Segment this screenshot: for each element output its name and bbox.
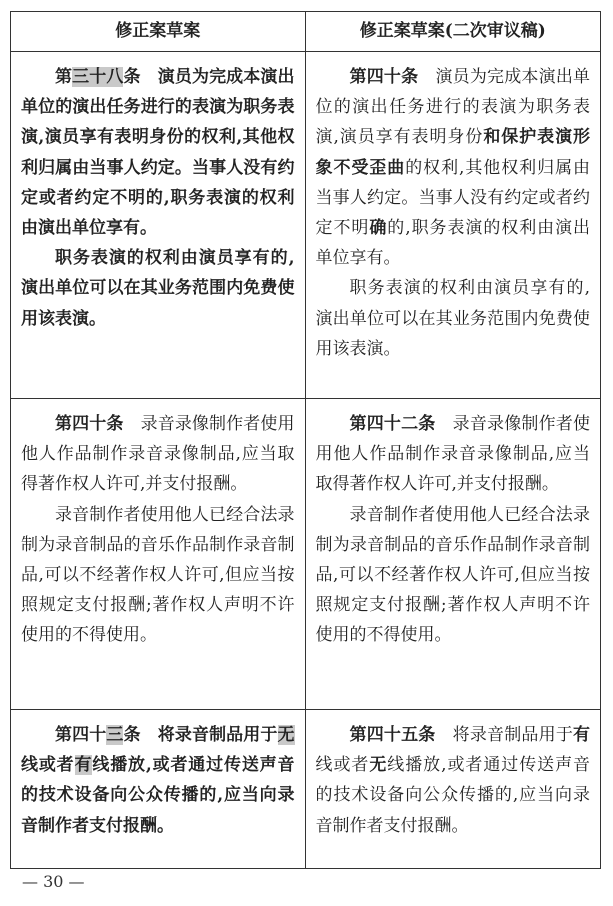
- paragraph: 第四十条 演员为完成本演出单位的演出任务进行的表演为职务表演,演员享有表明身份和保护表演形象不受歪曲的权利,其他权利归属由当事人约定。当事人没有约定或者约定不明确的,职务表演的权利由演出单位享有。: [315, 67, 591, 269]
- paragraph: 第四十五条 将录音制品用于有线或者无线播放,或者通过传送声音的技术设备向公众传播的,应当向录音制作者支付报酬。: [315, 725, 591, 836]
- highlight-changed: 三十八: [72, 67, 124, 87]
- article-number: 第四十三条: [55, 725, 141, 745]
- draft-article-40: [11, 399, 306, 709]
- paragraph: 录音制作者使用他人已经合法录制为录音制品的音乐作品制作录音制品,可以不经著作权人许可,但应当按照规定支付报酬;著作权人声明不许使用的不得使用。: [315, 504, 590, 646]
- article-number: 第三十八条: [55, 67, 141, 87]
- changed-text: 有: [573, 725, 591, 745]
- header-right: 修正案草案(二次审议稿): [359, 21, 546, 41]
- paragraph: 第四十三条 将录音制品用于无线或者有线播放,或者通过传送声音的技术设备向公众传播的,应当向录音制作者支付报酬。: [21, 725, 295, 836]
- table-row: [11, 710, 600, 868]
- header-left: 修正案草案: [11, 12, 306, 51]
- highlight-changed: 三: [106, 725, 124, 745]
- article-number: 第四十五条: [349, 725, 436, 745]
- paragraph: [21, 62, 295, 243]
- comparison-table: [10, 11, 601, 869]
- paragraph: 录音制作者使用他人已经合法录制为录音制品的音乐作品制作录音制品,可以不经著作权人许可,但应当按照规定支付报酬;著作权人声明不许使用的不得使用。: [21, 504, 295, 646]
- article-text: 演员为完成本演出单位的演出任务进行的表演为职务表演,演员享有表明身份的权利,其他权利归属由当事人约定。当事人没有约定或者约定不明的,职务表演的权利由演出单位享有。: [21, 67, 295, 239]
- table-row: [11, 399, 600, 710]
- revised-article-40: [306, 52, 601, 398]
- revised-article-42: [306, 399, 601, 709]
- article-number: 第四十条: [55, 414, 124, 434]
- paragraph: 第四十条 录音录像制作者使用他人作品制作录音录像制品,应当取得著作权人许可,并支付报酬。: [21, 414, 295, 495]
- paragraph: 第四十二条 录音录像制作者使用他人作品制作录音录像制品,应当取得著作权人许可,并支付报酬。: [315, 414, 591, 495]
- article-number: 第四十二条: [349, 414, 436, 434]
- paragraph: 职务表演的权利由演员享有的,演出单位可以在其业务范围内免费使用该表演。: [21, 248, 295, 329]
- draft-article-38: [11, 52, 306, 398]
- revised-article-45: [306, 710, 601, 868]
- changed-text: 无: [369, 755, 388, 776]
- page-number: — 30 —: [22, 872, 85, 891]
- highlight-changed: 无: [277, 725, 295, 745]
- added-text: 确: [369, 218, 388, 239]
- draft-article-43: [11, 710, 306, 868]
- added-text: 和保护表演形象不受歪曲: [315, 127, 591, 178]
- paragraph: 职务表演的权利由演员享有的,演出单位可以在其业务范围内免费使用该表演。: [315, 278, 590, 359]
- table-row: [11, 52, 600, 399]
- highlight-changed: 有: [74, 755, 93, 776]
- table-header-row: [11, 12, 600, 52]
- article-number: 第四十条: [349, 67, 419, 87]
